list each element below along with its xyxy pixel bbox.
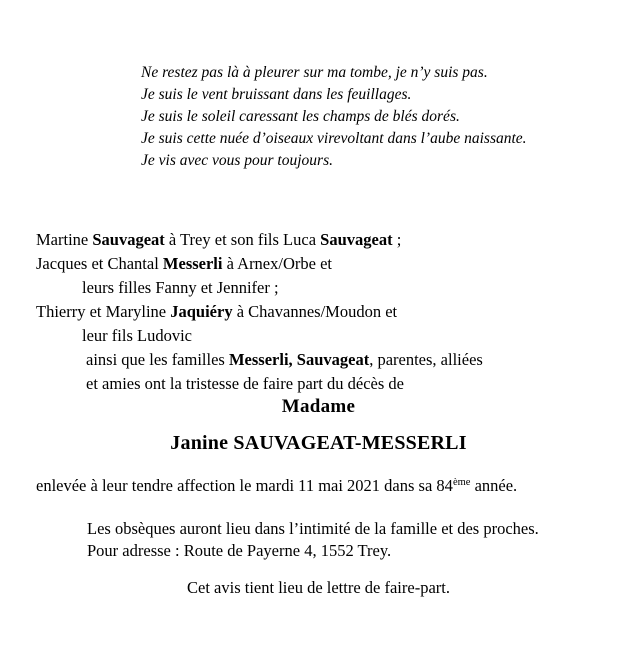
poem-line: Je vis avec vous pour toujours.	[141, 152, 333, 169]
death-text-suffix: année.	[470, 476, 518, 495]
funeral-line: Pour adresse : Route de Payerne 4, 1552 Trey.	[87, 541, 392, 560]
death-text-prefix: enlevée à leur tendre affection le mardi 11 mai 2021 dans sa 84	[36, 476, 453, 495]
family-surname: Sauvageat	[92, 230, 165, 249]
family-line	[36, 252, 611, 276]
death-details	[36, 476, 611, 496]
poem-line: Ne restez pas là à pleurer sur ma tombe, je n’y suis pas.	[141, 64, 488, 81]
family-text: , parentes, alliées	[369, 350, 483, 369]
family-text: à Trey et son fils Luca	[164, 230, 321, 249]
family-text: ainsi que les familles	[86, 350, 229, 369]
family-text: ;	[392, 230, 402, 249]
funeral-line: Les obsèques auront lieu dans l’intimité de la famille et des proches.	[87, 519, 539, 538]
family-text: Jacques et Chantal	[36, 254, 163, 273]
family-line	[36, 228, 611, 252]
family-text: Martine	[36, 230, 93, 249]
deceased-name: Janine SAUVAGEAT-MESSERLI	[170, 432, 467, 454]
family-line: et amies ont la tristesse de faire part du décès de	[86, 374, 404, 393]
family-text: Thierry et Maryline	[36, 302, 171, 321]
family-line: leur fils Ludovic	[82, 326, 192, 345]
family-surname: Messerli, Sauvageat	[228, 350, 370, 369]
poem-block	[141, 62, 611, 172]
family-announcement-block	[36, 228, 611, 396]
family-surname: Jaquiéry	[170, 302, 233, 321]
family-line	[36, 300, 611, 324]
family-text: à Chavannes/Moudon et	[232, 302, 398, 321]
family-surname: Messerli	[162, 254, 223, 273]
deceased-title: Madame	[281, 396, 356, 417]
death-ordinal-suffix: ème	[452, 477, 471, 489]
poem-line: Je suis le soleil caressant les champs de blés dorés.	[141, 108, 460, 125]
family-line: leurs filles Fanny et Jennifer ;	[82, 278, 279, 297]
family-text: à Arnex/Orbe et	[222, 254, 332, 273]
funeral-info-block	[87, 518, 617, 562]
poem-line: Je suis cette nuée d’oiseaux virevoltant dans l’aube naissante.	[141, 130, 527, 147]
family-surname: Sauvageat	[320, 230, 393, 249]
closing-note: Cet avis tient lieu de lettre de faire-part.	[187, 578, 450, 597]
poem-line: Je suis le vent bruissant dans les feuillages.	[141, 86, 412, 103]
family-line	[36, 348, 611, 372]
